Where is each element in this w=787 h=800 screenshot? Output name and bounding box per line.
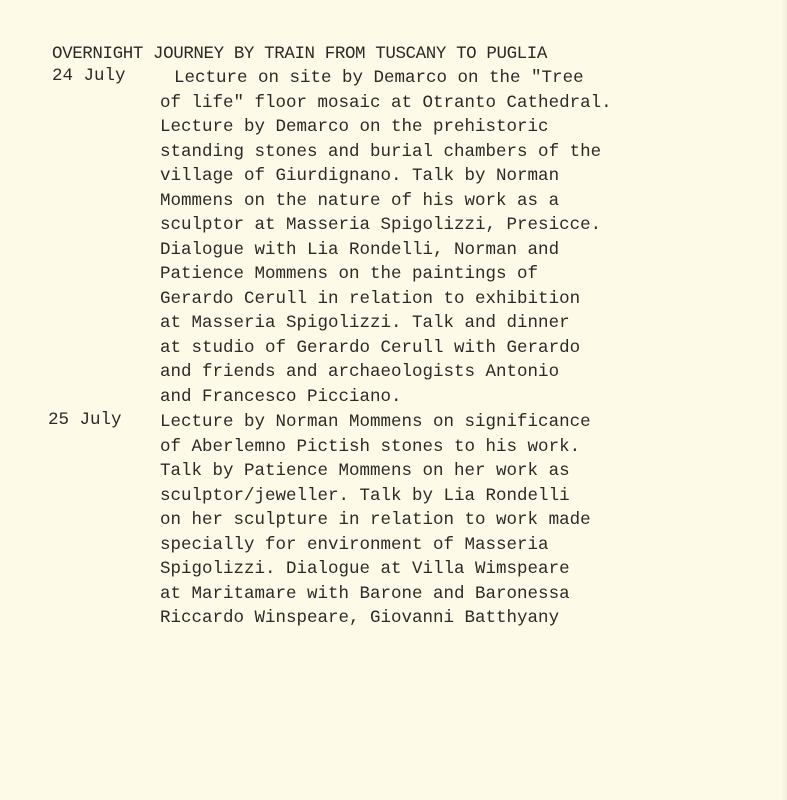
entry-line: Mommens on the nature of his work as a [160,190,560,211]
entry-line: Lecture by Norman Mommens on significance [160,412,591,432]
entry-line: and Francesco Picciano. [160,386,402,407]
entry-line: on her sculpture in relation to work made [160,510,591,530]
entry-line: at Maritamare with Barone and Baronessa [160,583,570,604]
entry-line: and friends and archaeologists Antonio [160,362,560,382]
entry-line: standing stones and burial chambers of the [160,141,602,162]
entry-line: Lecture by Demarco on the prehistoric [160,117,549,137]
entry-line: Gerardo Cerull in relation to exhibition [160,288,581,309]
entry-text [160,66,612,409]
entry-line: Spigolizzi. Dialogue at Villa Wimspeare [160,559,570,579]
entry-line: Riccardo Winspeare, Giovanni Batthyany [160,608,560,628]
entry-line: at Masseria Spigolizzi. Talk and dinner [160,313,570,333]
entry-date: 24 July [52,66,126,86]
entry-line: of life" floor mosaic at Otranto Cathedral. [160,92,612,113]
entry-text [160,410,591,631]
entry-line: village of Giurdignano. Talk by Norman [160,166,560,186]
entry-line: sculptor at Masseria Spigolizzi, Presicce. [160,215,602,235]
entry-line: Talk by Patience Mommens on her work as [160,461,570,481]
page-edge-shadow [781,0,787,800]
entry-line: at studio of Gerardo Cerull with Gerardo [160,337,581,358]
entry-date: 25 July [48,410,122,430]
entry-line: specially for environment of Masseria [160,534,549,555]
entry-line: Dialogue with Lia Rondelli, Norman and [160,239,560,260]
entry-line: Patience Mommens on the paintings of [160,264,539,284]
journey-heading: OVERNIGHT JOURNEY BY TRAIN FROM TUSCANY TO PUGLIA [52,44,547,64]
entry-line: Lecture on site by Demarco on the "Tree [174,68,584,88]
entry-line: sculptor/jeweller. Talk by Lia Rondelli [160,485,570,506]
entry-line: of Aberlemno Pictish stones to his work. [160,436,581,457]
